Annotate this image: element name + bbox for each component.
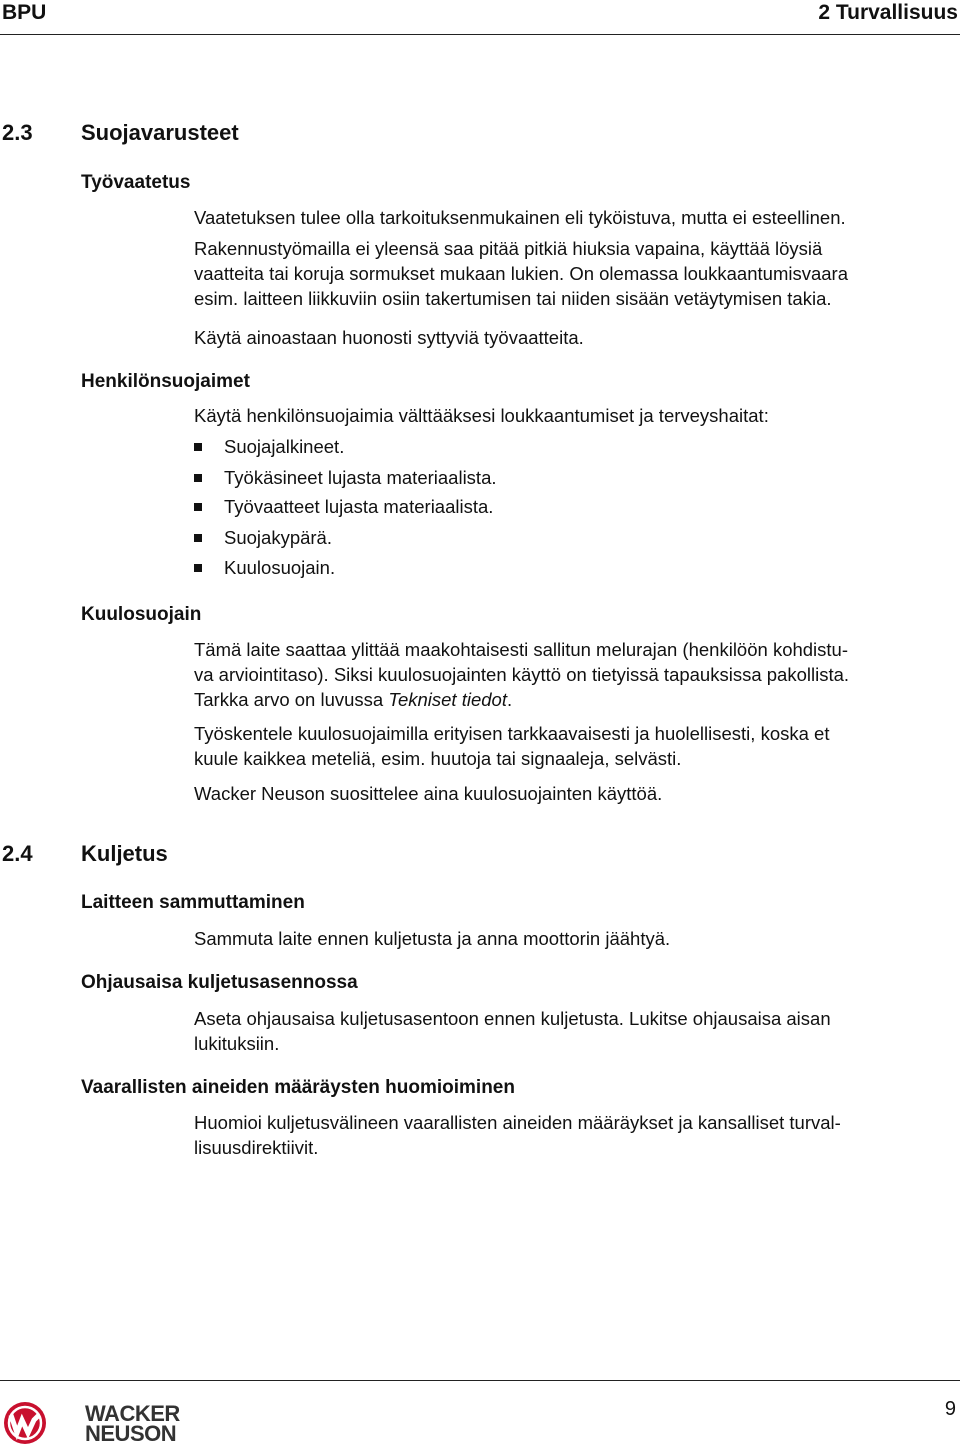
paragraph-line: Vaatetuksen tulee olla tarkoituksenmukainen eli tyköistuva, mutta ei esteellinen.: [194, 207, 846, 228]
list-intro: Käytä henkilönsuojaimia välttääksesi loukkaantumiset ja terveyshaitat:: [194, 405, 769, 426]
paragraph-line: lisuusdirektiivit.: [194, 1137, 319, 1158]
paragraph-line: esim. laitteen liikkuviin osiin takertumisen tai niiden sisään vetäytymisen takia.: [194, 288, 832, 309]
logo-wordmark-line1: WACKER: [85, 1401, 180, 1426]
logo-wordmark-line2: NEUSON: [85, 1421, 177, 1446]
paragraph-line: Käytä ainoastaan huonosti syttyviä työvaatteita.: [194, 327, 584, 348]
paragraph-line: va arviointitaso). Siksi kuulosuojainten käyttö on tietyissä tapauksissa pakollista.: [194, 664, 850, 685]
subheading-kuulosuojain: Kuulosuojain: [81, 604, 202, 625]
paragraph-line: vaatteita tai koruja sormukset mukaan lukien. On olemassa loukkaantumisvaara: [194, 263, 848, 284]
section-number-2-4: 2.4: [2, 841, 33, 866]
section-title-2-4: Kuljetus: [81, 841, 168, 866]
page-number: 9: [944, 1398, 956, 1420]
bullet-square-icon: [194, 564, 202, 572]
cross-reference-link[interactable]: Tekniset tiedot: [388, 689, 507, 710]
list-item: Kuulosuojain.: [194, 557, 335, 579]
subheading-sammuttaminen: Laitteen sammuttaminen: [81, 892, 305, 913]
paragraph-line: lukituksiin.: [194, 1033, 280, 1054]
header-chapter: 2 Turvallisuus: [818, 1, 958, 24]
subheading-ohjausaisa: Ohjausaisa kuljetusasennossa: [81, 972, 358, 993]
paragraph-line: Huomioi kuljetusvälineen vaarallisten aineiden määräykset ja kansalliset turval-: [194, 1112, 841, 1133]
paragraph-line: Työskentele kuulosuojaimilla erityisen tarkkaavaisesti ja huolellisesti, koska et: [194, 723, 830, 744]
paragraph-line: Tarkka arvo on luvussa Tekniset tiedot.: [194, 689, 513, 710]
bullet-square-icon: [194, 503, 202, 511]
paragraph-line: Tämä laite saattaa ylittää maakohtaisesti sallitun melurajan (henkilöön kohdistu-: [194, 639, 849, 660]
header-doc-code: BPU: [2, 1, 47, 24]
paragraph-line: kuule kaikkea meteliä, esim. huutoja tai signaaleja, selvästi.: [194, 748, 682, 769]
section-title-2-3: Suojavarusteet: [81, 120, 239, 145]
subheading-tyovaatetus: Työvaatetus: [81, 172, 191, 193]
list-item: Suojakypärä.: [194, 527, 332, 549]
bullet-square-icon: [194, 443, 202, 451]
paragraph-line: Sammuta laite ennen kuljetusta ja anna moottorin jäähtyä.: [194, 928, 671, 949]
list-item: Suojajalkineet.: [194, 436, 344, 458]
subheading-vaaralliset: Vaarallisten aineiden määräysten huomioiminen: [81, 1077, 515, 1098]
section-number-2-3: 2.3: [2, 120, 33, 145]
list-item: Työvaatteet lujasta materiaalista.: [194, 496, 493, 518]
paragraph-line: Rakennustyömailla ei yleensä saa pitää pitkiä hiuksia vapaina, käyttää löysiä: [194, 238, 823, 259]
paragraph-line: Wacker Neuson suosittelee aina kuulosuojainten käyttöä.: [194, 783, 663, 804]
header-divider: [0, 34, 960, 35]
bullet-square-icon: [194, 534, 202, 542]
subheading-henkilonsuojaimet: Henkilönsuojaimet: [81, 371, 250, 392]
paragraph-line: Aseta ohjausaisa kuljetusasentoon ennen kuljetusta. Lukitse ohjausaisa aisan: [194, 1008, 831, 1029]
list-item: Työkäsineet lujasta materiaalista.: [194, 467, 497, 489]
footer-divider: [0, 1380, 960, 1381]
bullet-square-icon: [194, 474, 202, 482]
wacker-neuson-logo-icon: [2, 1400, 48, 1446]
